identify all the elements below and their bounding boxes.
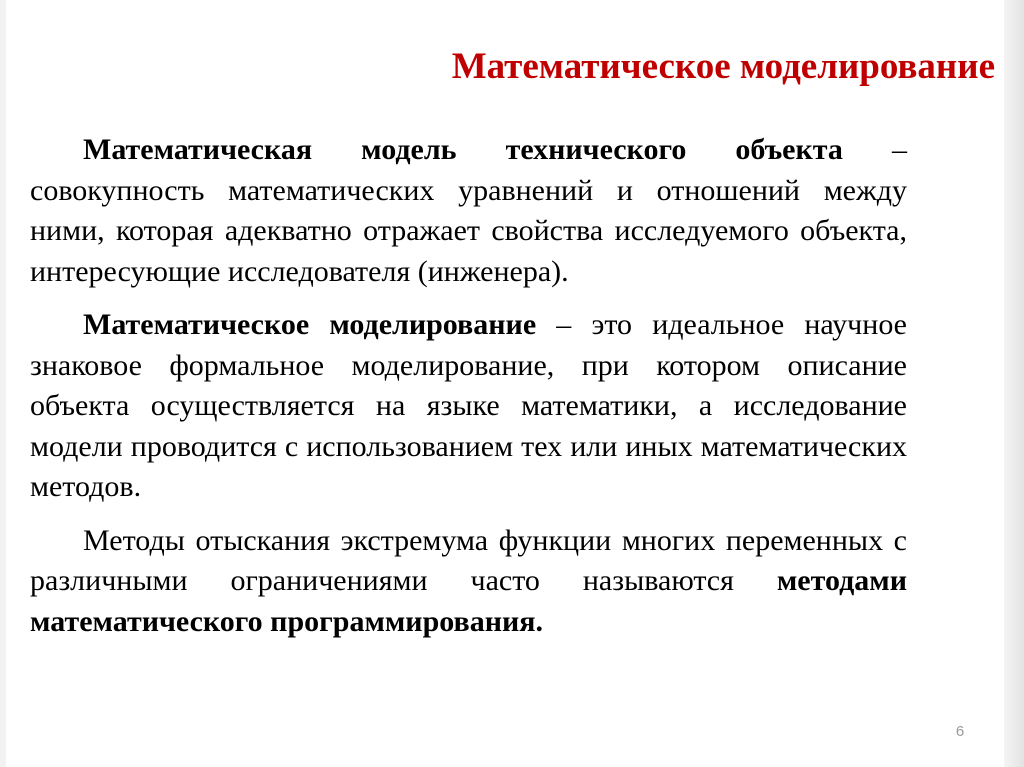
slide-body	[30, 130, 907, 655]
paragraph-definition-model	[30, 130, 907, 292]
page-number: 6	[955, 723, 965, 740]
definition-math-model: – совокупность математических уравнений и отношений между ними, которая адекватно отражает свойства исследуемого объекта, интересующие исследователя (инженера).	[30, 133, 907, 288]
definition-math-modeling: – это идеальное научное знаковое формальное моделирование, при котором описание объекта осуществляется на языке математики, а исследование модели проводится с использованием тех или иных математических методов.	[30, 308, 907, 503]
slide-title: Математическое моделирование	[451, 46, 995, 87]
term-math-programming: методами математического программирования.	[30, 564, 907, 638]
left-edge-decoration	[0, 0, 6, 767]
right-edge-decoration	[1004, 0, 1024, 767]
term-math-modeling: Математическое моделирование	[83, 308, 537, 341]
paragraph-math-programming	[30, 521, 907, 643]
paragraph-definition-modeling	[30, 305, 907, 508]
term-math-model: Математическая модель технического объекта	[83, 133, 843, 166]
methods-description: Методы отыскания экстремума функции многих переменных с различными ограничениями часто называются	[30, 523, 907, 597]
